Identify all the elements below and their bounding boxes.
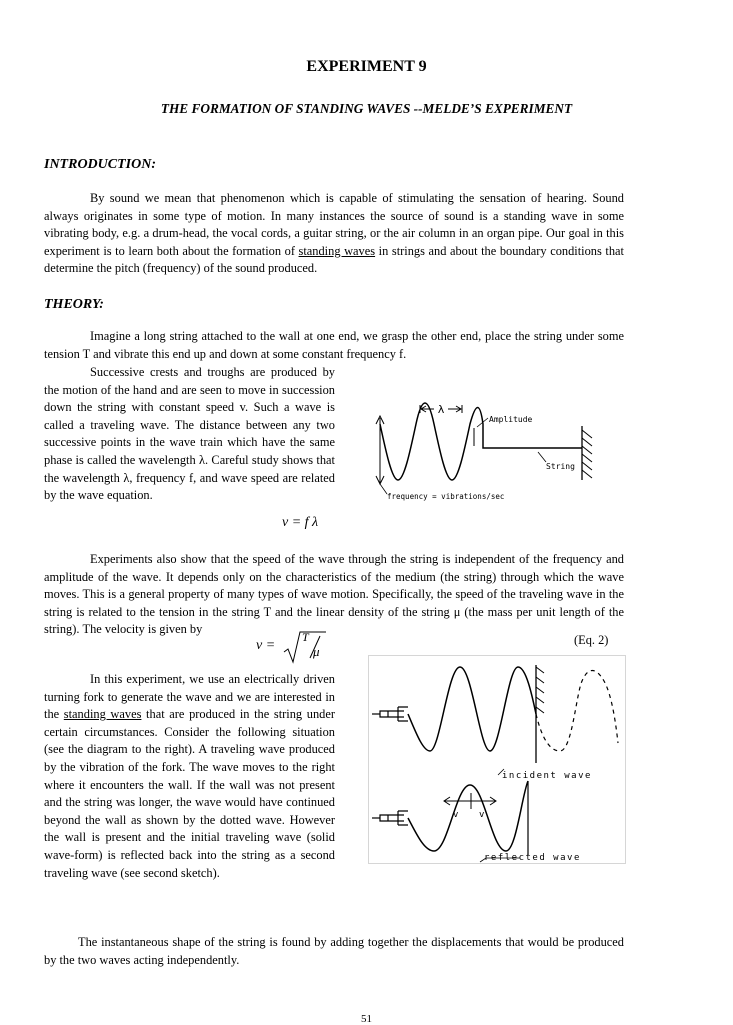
wall-hatching (582, 430, 592, 478)
eq2-lhs: v = (256, 638, 276, 653)
incident-wave-curve (408, 667, 536, 751)
reflected-wave-curve (408, 781, 528, 851)
continued-wave-dotted (536, 671, 618, 752)
incident-label: incident wave (502, 771, 592, 781)
theory-paragraph-5: The instantaneous shape of the string is found by adding together the displacements that would be produced by the two waves acting independently. (44, 935, 624, 967)
introduction-paragraph (44, 190, 624, 278)
string-label: String (546, 462, 575, 471)
page-subtitle: THE FORMATION OF STANDING WAVES --MELDE’S EXPERIMENT (160, 101, 573, 116)
wall-hatching-top (536, 667, 544, 713)
theory-paragraph-4 (44, 671, 335, 882)
string-pointer (538, 452, 546, 462)
page-title: EXPERIMENT 9 (306, 58, 427, 75)
lambda-label: λ (437, 403, 445, 416)
eq2-numerator: T (302, 630, 309, 644)
reflection-figure (368, 655, 626, 865)
p4-text-a: In this experiment, we use an electrically driven turning fork to generate the wave and we are interested in the (44, 672, 335, 722)
velocity-label-right: v (479, 810, 485, 820)
theory-paragraph-1: Imagine a long string attached to the wall at one end, we grasp the other end, place the string under some tension T and vibrate this end up and down at some constant frequency f. (44, 329, 624, 361)
velocity-label-left: v (453, 810, 459, 820)
eq2-label: (Eq. 2) (574, 633, 609, 647)
tuning-fork-top (380, 707, 408, 721)
intro-text-b: in strings and about the boundary conditions that determine the pitch (frequency) of the sound produced. (44, 243, 624, 276)
theory-paragraph-2: Successive crests and troughs are produced by the motion of the hand and are seen to move in succession down the string with constant speed v. Such a wave is called a traveling wave. The distance between any two successive points in the wave train which have the same phase is called the wavelength λ. Careful study shows that the wavelength λ, frequency f, and wave speed are related by the wave equation. (44, 365, 335, 503)
frequency-label: frequency = vibrations/sec (387, 492, 505, 501)
amplitude-label: Amplitude (489, 415, 533, 424)
introduction-heading: INTRODUCTION: (44, 157, 156, 172)
velocity-equation (256, 630, 346, 666)
theory-paragraph-3: Experiments also show that the speed of the wave through the string is independent of the frequency and amplitude of the wave. It depends only on the characteristics of the medium (the string) through which the wave moves. This is a general property of many types of wave motion. Specifically, the speed of the traveling wave in the string is related to the tension in the string T and the linear density of the string μ (the mass per unit length of the string). The velocity is given by (44, 552, 624, 637)
wave-equation: v = f λ (282, 515, 319, 530)
theory-heading: THEORY: (44, 297, 104, 312)
eq2-denominator: μ (313, 644, 320, 659)
figure-frame (369, 656, 626, 864)
square-root-symbol (282, 630, 342, 666)
standing-waves-link[interactable]: standing waves (298, 243, 376, 258)
reflected-label: reflected wave (484, 853, 581, 863)
page-number: 51 (361, 1013, 372, 1025)
p4-text-b: that are produced in the string under certain circumstances. Consider the following situation (see the diagram to the right). A traveling wave produced by the vibration of the fork. The wave moves to the right where it encounters the wall. If the wall was not present and the string was longer, the wave would have continued beyond the wall as shown by the dotted wave. However the wall is present and the initial traveling wave (solid wave-form) is reflected back into the string as a second traveling wave (see second sketch). (44, 707, 335, 880)
intro-text-a: By sound we mean that phenomenon which is capable of stimulating the sensation of hearing. Sound always originates in some type of motion. In many instances the source of sound is a standing wave in some vibrating body, e.g. a drum-head, the vocal cords, a guitar string, or the air column in an organ pipe. Our goal in this experiment is to learn both about the formation of (44, 191, 624, 258)
tuning-fork-bottom (380, 811, 408, 825)
frequency-pointer (380, 484, 387, 494)
standing-waves-link-2[interactable]: standing waves (63, 707, 142, 722)
traveling-wave-figure (350, 388, 640, 528)
